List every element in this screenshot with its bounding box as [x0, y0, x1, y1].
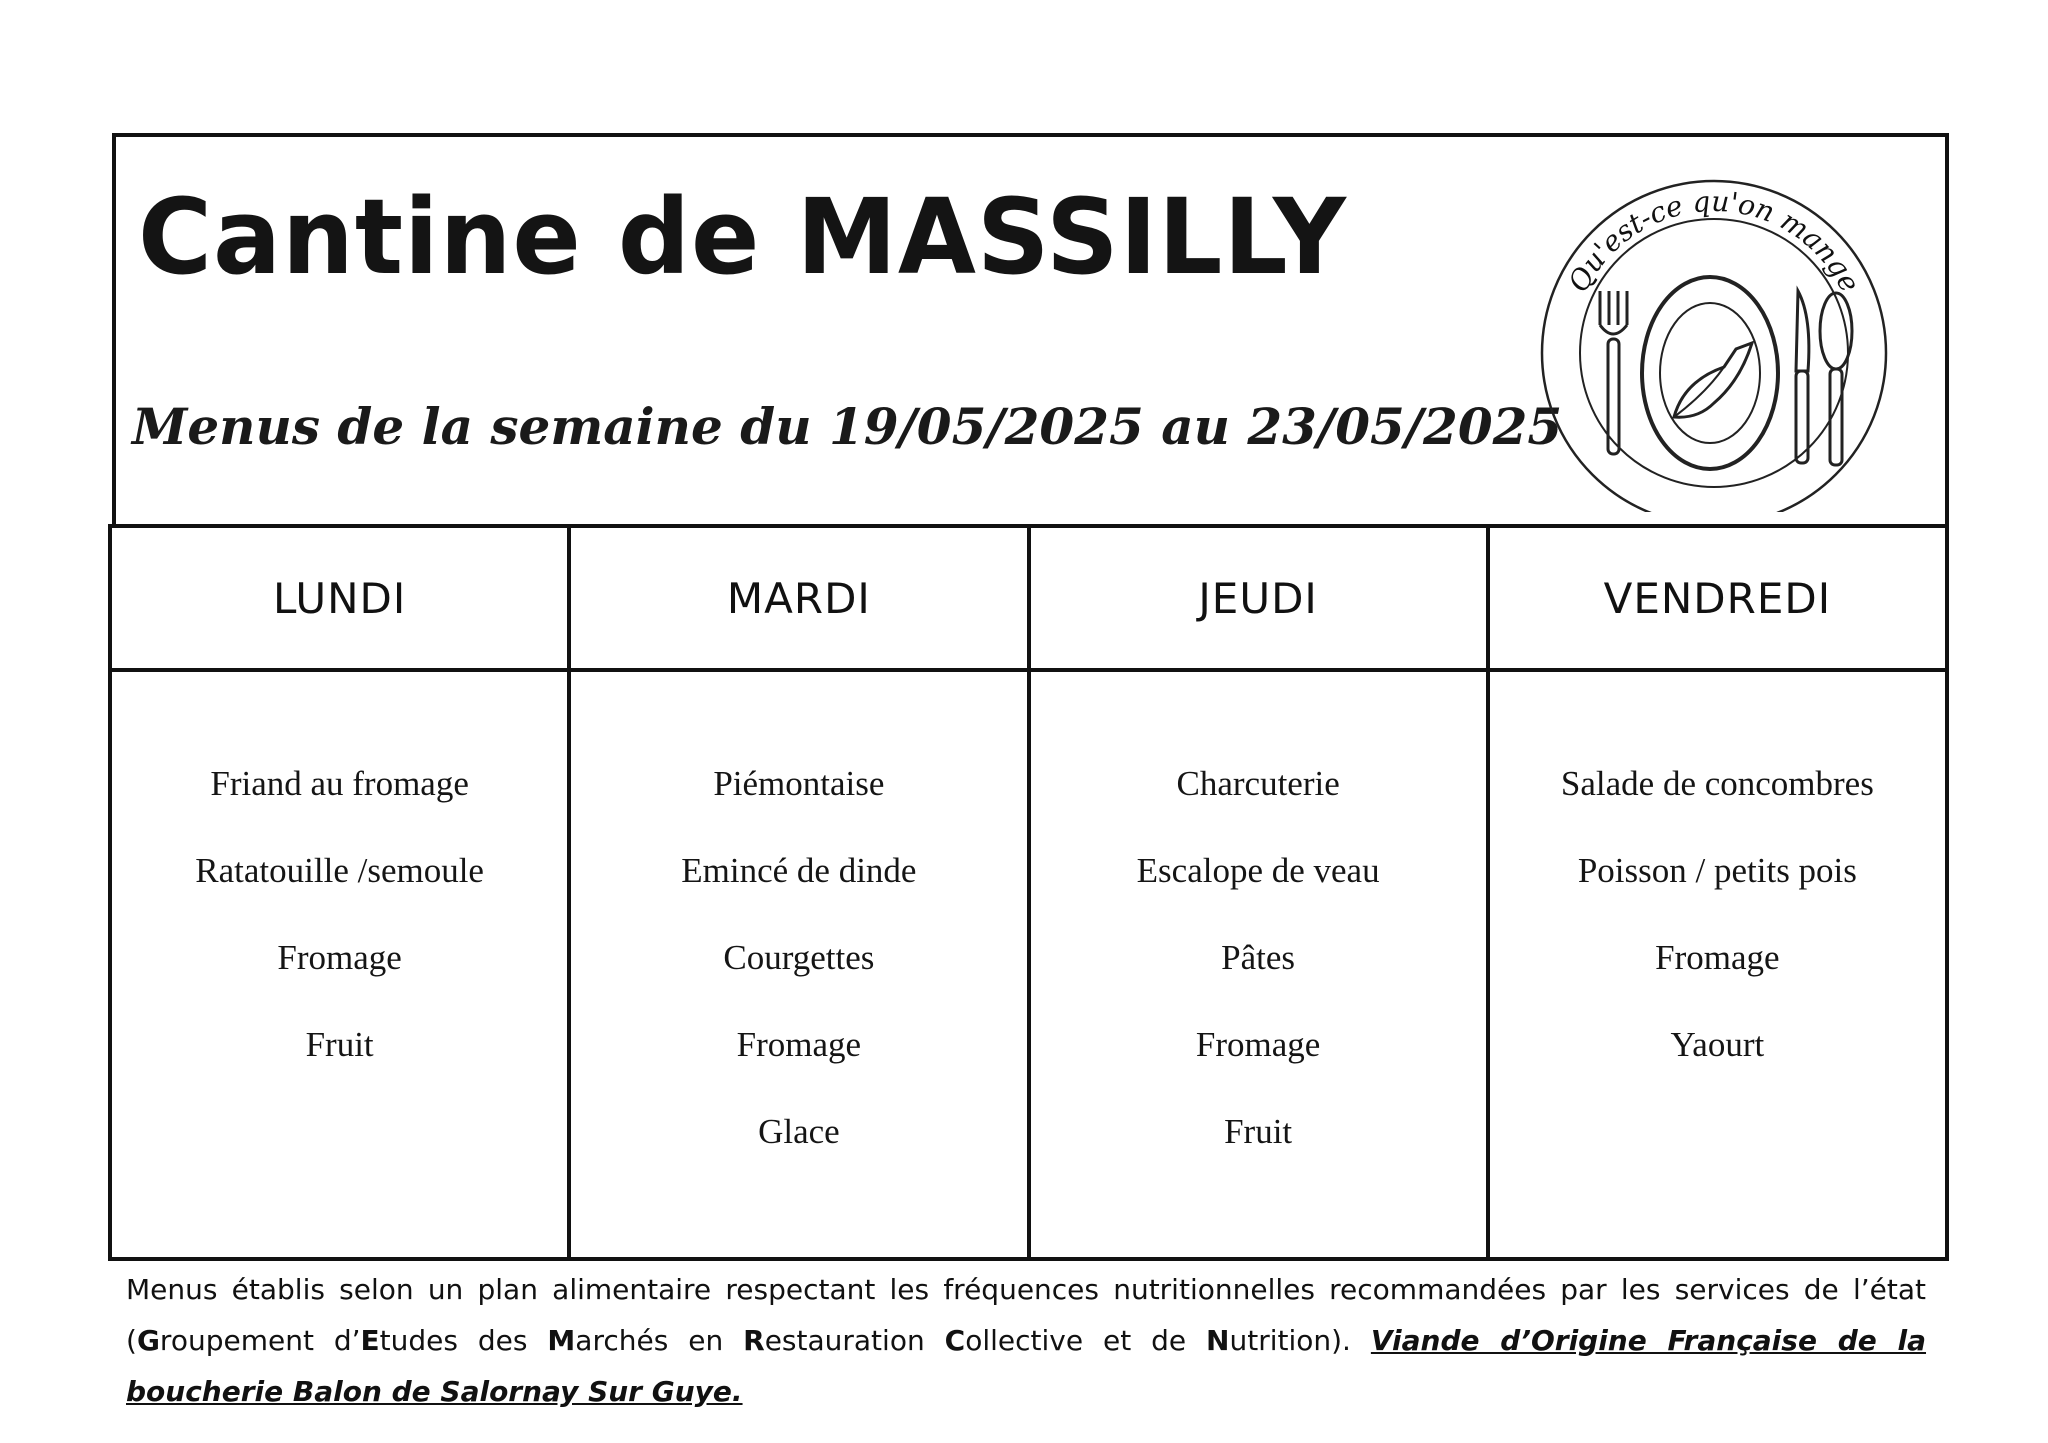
- dish-item: Fruit: [305, 1025, 374, 1064]
- dish-item: Courgettes: [723, 938, 875, 977]
- days-header-row: [110, 526, 1947, 670]
- dish-item: Yaourt: [1670, 1025, 1765, 1064]
- dish-list: [112, 672, 567, 1110]
- plate-icon: [1642, 277, 1778, 469]
- dish-list: [571, 672, 1026, 1197]
- dish-item: Fromage: [1655, 938, 1780, 977]
- dish-item: Escalope de veau: [1136, 851, 1380, 890]
- dish-item: Poisson / petits pois: [1577, 851, 1857, 890]
- knife-icon: [1796, 291, 1809, 463]
- day-header-thursday: JEUDI: [1029, 526, 1488, 670]
- dishes-row: [110, 670, 1947, 1259]
- dish-item: Fromage: [1195, 1025, 1321, 1064]
- dish-item: Salade de concombres: [1560, 764, 1874, 803]
- day-header-monday: LUNDI: [110, 526, 569, 670]
- day-header-friday: VENDREDI: [1488, 526, 1947, 670]
- plate-cutlery-logo: [1534, 167, 1894, 512]
- day-header-tuesday: MARDI: [569, 526, 1028, 670]
- thursday-menu: [1029, 670, 1488, 1259]
- dish-item: Fromage: [736, 1025, 862, 1064]
- dish-item: Friand au fromage: [210, 764, 469, 803]
- tuesday-menu: [569, 670, 1028, 1259]
- dish-list: [1490, 672, 1945, 1110]
- weekly-menu-table: [108, 524, 1949, 1261]
- week-subtitle: Menus de la semaine du 19/05/2025 au 23/05/2025: [132, 397, 1563, 456]
- dish-item: Glace: [758, 1112, 840, 1151]
- page-title: Cantine de MASSILLY: [138, 176, 1347, 298]
- dish-item: Fromage: [277, 938, 402, 977]
- meat-origin-note: Viande d’Origine Française de la boucherie Balon de Salornay Sur Guye.: [126, 1324, 1927, 1408]
- dish-list: [1031, 672, 1486, 1197]
- friday-menu: [1488, 670, 1947, 1259]
- dish-item: Fruit: [1224, 1112, 1293, 1151]
- dish-item: Piémontaise: [713, 764, 885, 803]
- dish-item: Emincé de dinde: [681, 851, 917, 890]
- nutrition-note: Menus établis selon un plan alimentaire respectant les fréquences nutritionnelles recommandées par les services de l’état (Groupement d’Etudes des Marchés en Restauration Collective et de Nutrition). Viande d’Origine Française de la boucherie Balon de Salornay Sur Guye.: [126, 1273, 1927, 1408]
- monday-menu: [110, 670, 569, 1259]
- title-block: [112, 133, 1949, 528]
- dish-item: Ratatouille /semoule: [195, 851, 484, 890]
- dish-item: Charcuterie: [1176, 764, 1340, 803]
- logo-text: Qu'est-ce qu'on mange: [1561, 184, 1867, 298]
- dish-item: Pâtes: [1221, 938, 1296, 977]
- spoon-icon: [1820, 293, 1852, 465]
